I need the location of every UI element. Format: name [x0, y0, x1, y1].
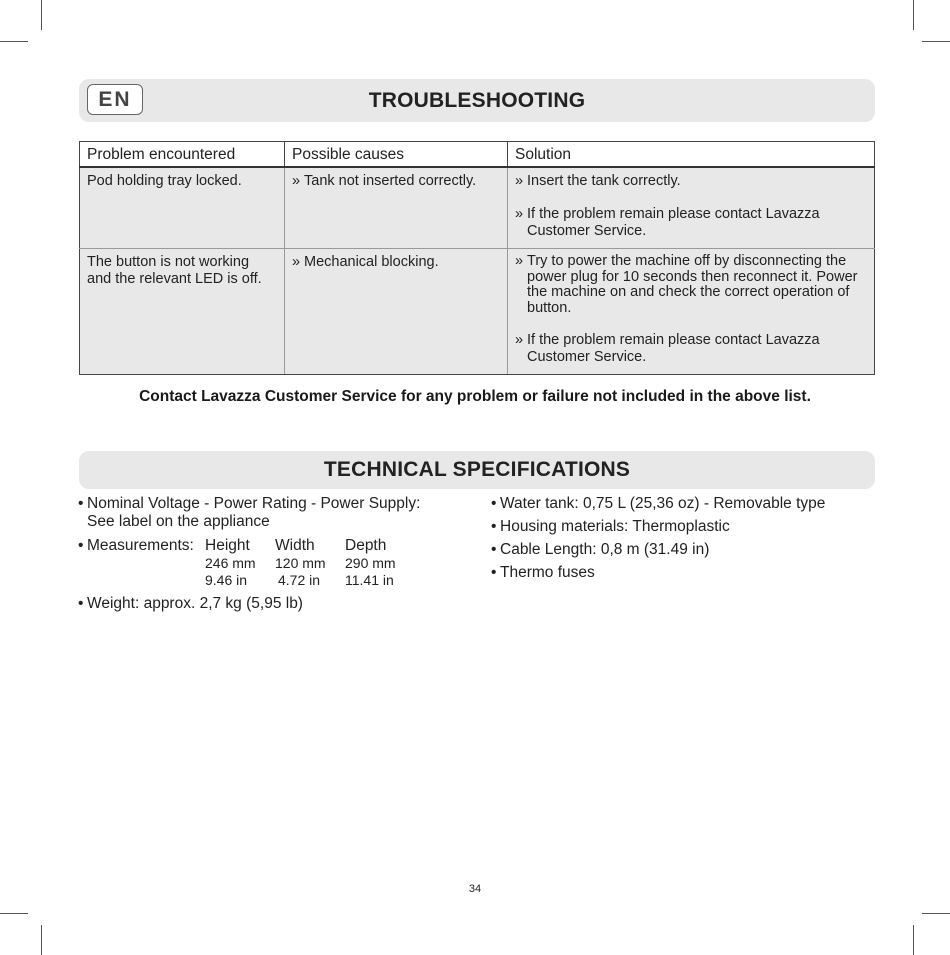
language-tag: EN — [87, 84, 143, 115]
table-row — [80, 249, 875, 375]
solution-text: Try to power the machine off by disconnecting the power plug for 10 seconds then reconnect it. Power the machine on and check the correct operation of button. — [527, 253, 858, 316]
problem-cell: Pod holding tray locked. — [80, 167, 285, 249]
spec-item: • Nominal Voltage - Power Rating - Power Supply: See label on the appliance — [78, 495, 448, 531]
crop-mark — [913, 0, 914, 30]
section-title: TROUBLESHOOTING — [368, 89, 586, 112]
measurements-grid — [87, 537, 415, 589]
crop-mark — [0, 41, 28, 42]
problem-cell: The button is not working and the relevant LED is off. — [80, 249, 285, 375]
crop-mark — [922, 41, 950, 42]
spec-voltage: Nominal Voltage - Power Rating - Power Supply: See label on the appliance — [87, 495, 421, 530]
column-header: Possible causes — [285, 142, 508, 168]
spec-item: • Weight: approx. 2,7 kg (5,95 lb) — [78, 595, 303, 612]
measurement-value: 290 mm — [345, 555, 396, 571]
table-header-row — [80, 142, 875, 168]
specs-right-column — [491, 495, 871, 587]
table-row — [80, 167, 875, 249]
solution-cell: » Try to power the machine off by disconnecting the power plug for 10 seconds then reconnect it. Power the machine on and check the correct operation of button. » If the problem remain please contact Lavazza Customer Service. — [508, 249, 875, 375]
measurement-value: 4.72 in — [278, 572, 321, 588]
crop-mark — [41, 925, 42, 955]
crop-mark — [913, 925, 914, 955]
spec-item: • Thermo fuses — [491, 564, 595, 581]
solution-cell: » Insert the tank correctly. » If the problem remain please contact Lavazza Customer Service. — [508, 167, 875, 249]
column-header: Solution — [508, 142, 875, 168]
spec-weight: Weight: approx. 2,7 kg (5,95 lb) — [87, 595, 303, 612]
cause-cell: » Mechanical blocking. — [285, 249, 508, 375]
crop-mark — [0, 913, 28, 914]
specs-left-column — [78, 495, 448, 618]
measurement-header: Height — [205, 537, 250, 554]
measurements-label: Measurements: — [87, 537, 194, 554]
measurement-value: 11.41 in — [345, 572, 394, 588]
measurement-value: 9.46 in — [205, 572, 248, 588]
measurement-header: Width — [275, 537, 315, 554]
troubleshooting-table — [79, 141, 875, 375]
contact-notice: Contact Lavazza Customer Service for any problem or failure not included in the above list. — [139, 388, 811, 405]
solution-text: If the problem remain please contact Lavazza Customer Service. — [527, 332, 820, 365]
measurement-value: 120 mm — [275, 555, 326, 571]
section-title: TECHNICAL SPECIFICATIONS — [323, 458, 631, 481]
spec-item: • Measurements: Height Width Depth 246 mm 120 mm 290 mm 9.46 in 4.72 in 11.41 in — [78, 537, 448, 589]
spec-item: • Cable Length: 0,8 m (31.49 in) — [491, 541, 710, 558]
solution-text: Insert the tank correctly. — [527, 173, 681, 189]
crop-mark — [922, 913, 950, 914]
measurement-header: Depth — [345, 537, 387, 554]
solution-text: If the problem remain please contact Lavazza Customer Service. — [527, 206, 820, 239]
spec-item: • Water tank: 0,75 L (25,36 oz) - Removable type — [491, 495, 826, 512]
specs-banner — [79, 451, 875, 489]
cause-cell: » Tank not inserted correctly. — [285, 167, 508, 249]
troubleshooting-banner — [79, 79, 875, 122]
page-number: 34 — [468, 883, 482, 895]
crop-mark — [41, 0, 42, 30]
measurement-value: 246 mm — [205, 555, 256, 571]
spec-item: • Housing materials: Thermoplastic — [491, 518, 730, 535]
column-header: Problem encountered — [80, 142, 285, 168]
